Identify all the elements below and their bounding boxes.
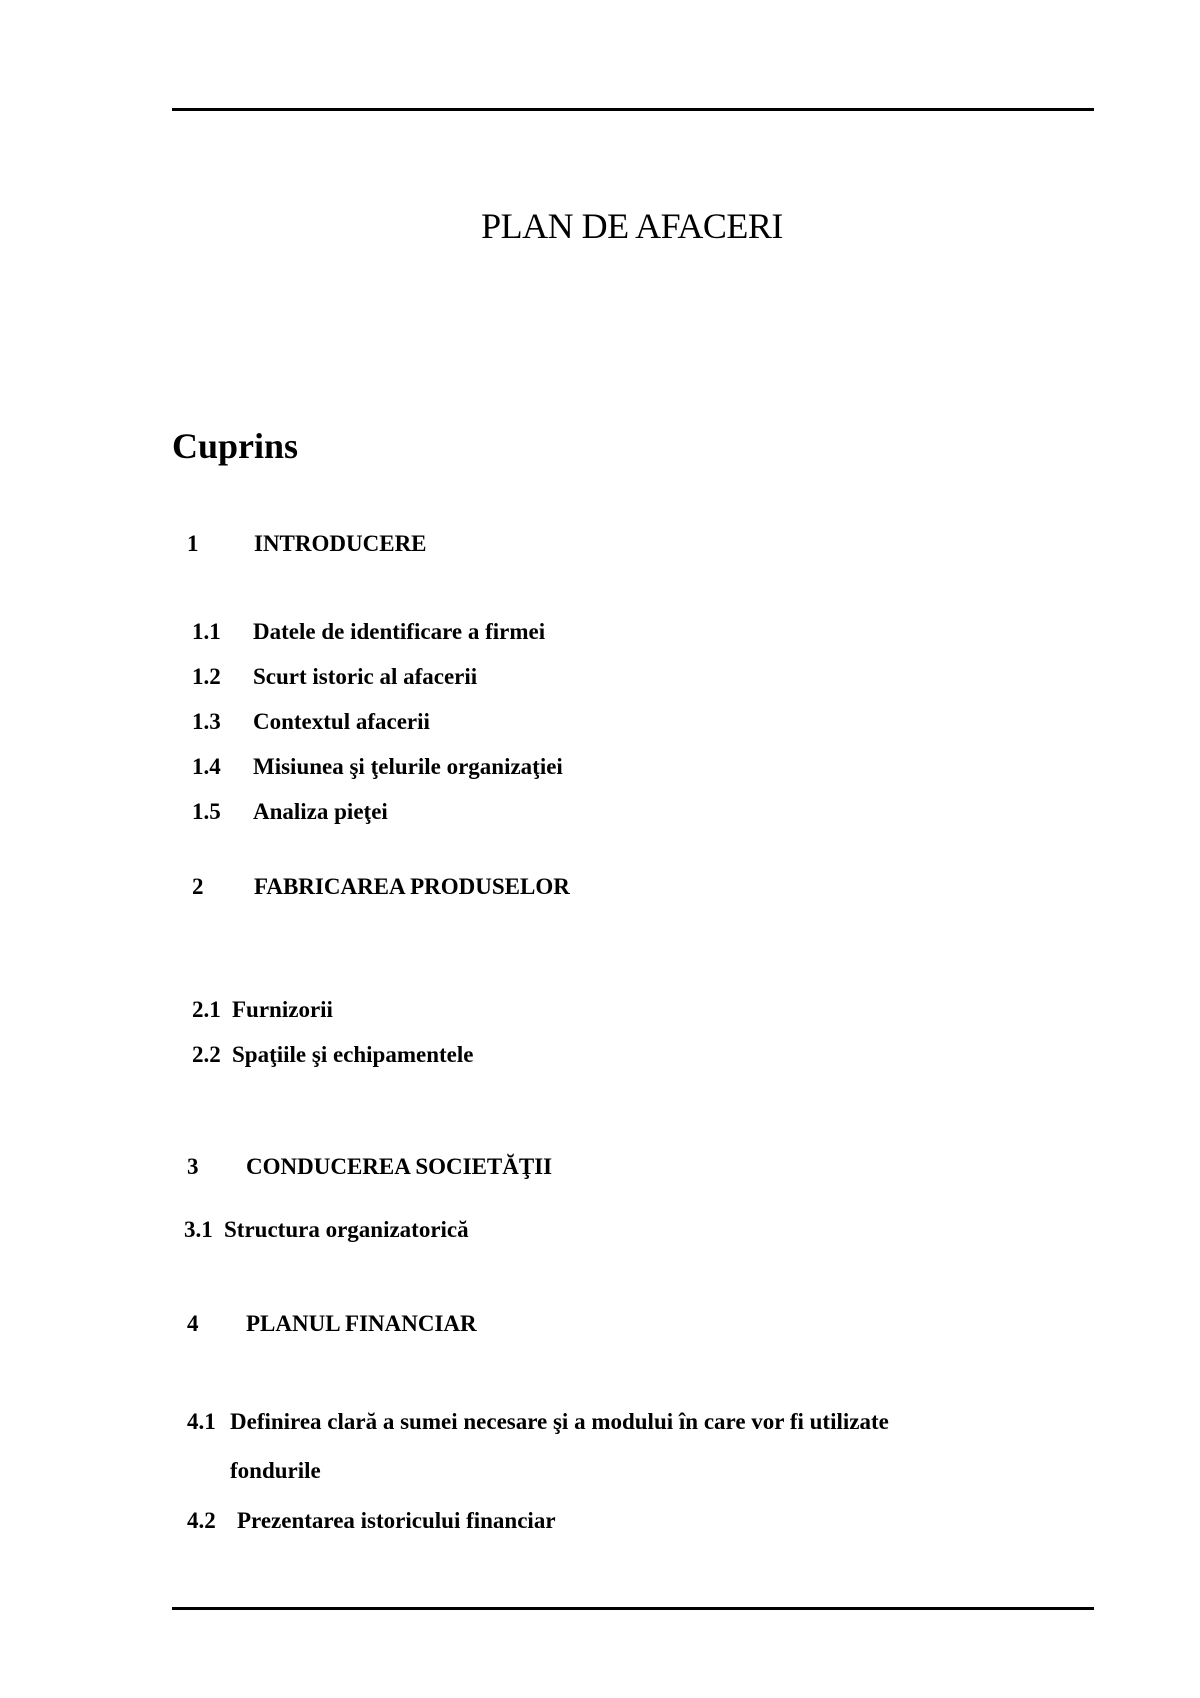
document-title: PLAN DE AFACERI	[481, 206, 783, 246]
toc-subsection-title: Datele de identificare a firmei	[253, 619, 546, 644]
toc-subsection-4-2[interactable]	[187, 1508, 556, 1534]
toc-subsection-number: 1.2	[192, 664, 221, 689]
toc-subsection-title: Prezentarea istoricului financiar	[237, 1508, 556, 1533]
toc-subsection-number: 1.5	[192, 799, 221, 824]
toc-subsection-title: Misiunea şi ţelurile organizaţiei	[253, 754, 563, 779]
toc-subsection-number: 4.2	[187, 1508, 216, 1533]
toc-subsection-title: Structura organizatorică	[224, 1217, 469, 1242]
toc-heading: Cuprins	[172, 426, 299, 466]
toc-subsection-4-1[interactable]	[187, 1409, 889, 1435]
footer-rule	[172, 1607, 1094, 1610]
toc-section-title: FABRICAREA PRODUSELOR	[254, 874, 570, 899]
toc-subsection-title: Spaţiile şi echipamentele	[232, 1042, 474, 1067]
toc-subsection-number: 3.1	[184, 1217, 213, 1242]
toc-subsection-number: 2.1	[192, 997, 221, 1022]
toc-subsection-title: Contextul afacerii	[253, 709, 430, 734]
toc-subsection-4-1-continuation: fondurile	[230, 1458, 321, 1483]
toc-subsection-1-5[interactable]	[192, 799, 388, 825]
toc-subsection-number: 2.2	[192, 1042, 221, 1067]
toc-section-number: 1	[187, 531, 199, 556]
toc-section-3[interactable]	[187, 1154, 552, 1180]
toc-subsection-number: 1.4	[192, 754, 221, 779]
toc-subsection-3-1[interactable]	[184, 1217, 469, 1243]
toc-subsection-1-4[interactable]	[192, 754, 563, 780]
toc-subsection-number: 1.3	[192, 709, 221, 734]
toc-section-title: CONDUCEREA SOCIETĂŢII	[246, 1154, 553, 1179]
toc-subsection-number: 1.1	[192, 619, 221, 644]
toc-subsection-number: 4.1	[187, 1409, 216, 1434]
toc-subsection-title: Analiza pieţei	[253, 799, 388, 824]
toc-subsection-1-1[interactable]	[192, 619, 545, 645]
toc-subsection-1-3[interactable]	[192, 709, 430, 735]
toc-section-number: 4	[187, 1311, 199, 1336]
toc-section-title: PLANUL FINANCIAR	[246, 1311, 477, 1336]
toc-subsection-2-2[interactable]	[192, 1042, 473, 1068]
toc-subsection-title: Definirea clară a sumei necesare şi a modului în care vor fi utilizate	[230, 1409, 889, 1434]
toc-section-number: 2	[192, 874, 204, 899]
toc-section-number: 3	[187, 1154, 199, 1179]
toc-section-2[interactable]	[192, 874, 570, 900]
toc-section-title: INTRODUCERE	[254, 531, 427, 556]
toc-subsection-title: Furnizorii	[232, 997, 333, 1022]
header-rule	[172, 108, 1094, 111]
toc-section-4[interactable]	[187, 1311, 477, 1337]
toc-subsection-1-2[interactable]	[192, 664, 477, 690]
toc-subsection-title: Scurt istoric al afacerii	[253, 664, 478, 689]
toc-section-1[interactable]	[187, 531, 427, 557]
toc-subsection-2-1[interactable]	[192, 997, 333, 1023]
